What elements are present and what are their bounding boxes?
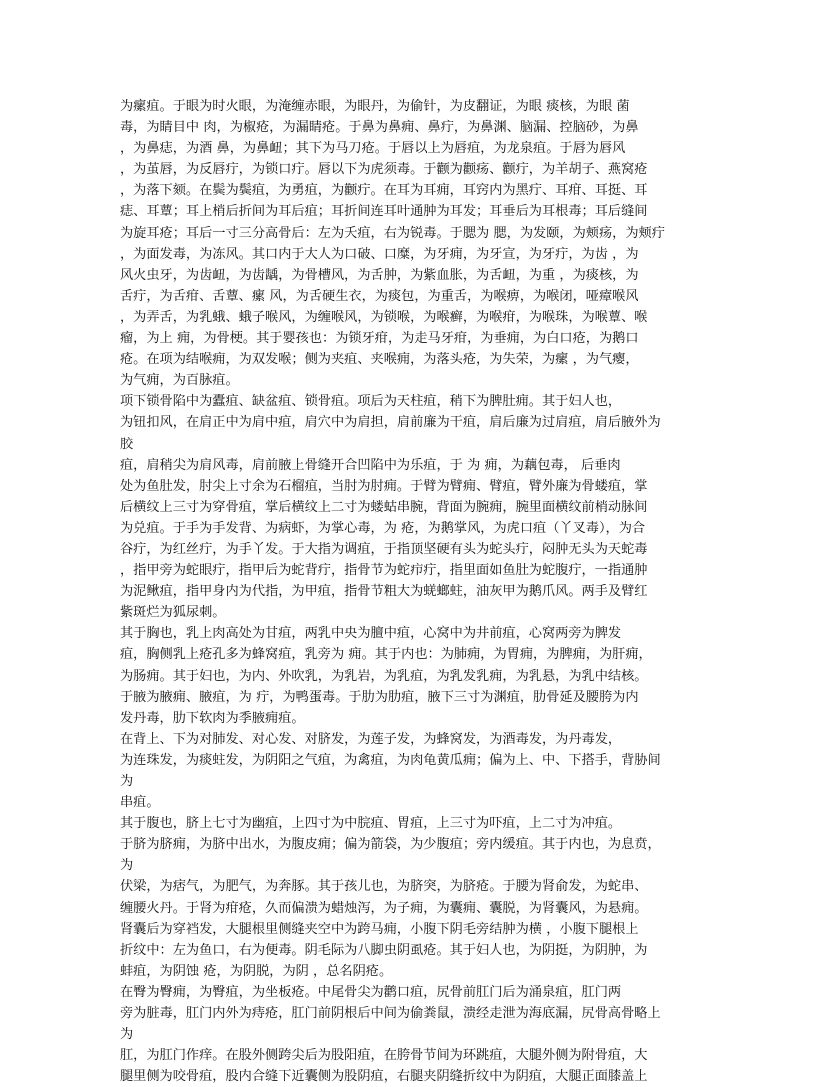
text-line: 痣、耳蕈；耳上梢后折间为耳后疽；耳折间连耳叶通肿为耳发；耳垂后为耳根毒；耳后缝间 (120, 204, 648, 220)
text-line: 发丹毒，肋下软肉为季腋痈疽。 (120, 710, 305, 726)
text-line: 处为鱼肚发，肘尖上寸余为石榴疽，当肘为肘痈。于臂为臂痈、臂疽，臂外廉为骨蝼疽，掌 (120, 478, 648, 494)
text-line: 串疽。 (120, 795, 160, 811)
text-line: 伏梁，为痞气，为肥气，为奔豚。其于孩儿也，为脐突，为脐疮。于腰为肾俞发，为蛇串、 (120, 879, 648, 895)
text-line: 在背上、下为对肺发、对心发、对脐发，为莲子发，为蜂窝发，为酒毒发，为丹毒发， (120, 731, 622, 747)
text-line: 紫斑烂为狐尿刺。 (120, 605, 226, 621)
text-line: 为气痈，为百脉疽。 (120, 373, 239, 389)
text-line: 疮。在项为结喉痈，为双发喉；侧为夹疽、夹喉痈，为落头疮，为失荣，为瘰 ，为气瘿， (120, 352, 639, 368)
text-line: 为 (120, 1027, 134, 1043)
text-line: 为肠痈。其于妇也，为内、外吹乳，为乳岩，为乳疽，为乳发乳痈，为乳悬，为乳中结核。 (120, 668, 648, 684)
text-line: ，为落下颏。在鬓为鬓疽，为勇疽，为颧疔。在耳为耳痈，耳窍内为黑疔、耳疳、耳挺、耳 (120, 183, 648, 199)
text-line: 疽，胸侧乳上疮孔多为蜂窝疽，乳旁为 痈。其于内也：为肺痈，为胃痈，为脾痈，为肝痈， (120, 647, 652, 663)
text-line: 为兑疽。于手为手发背、为病虾，为掌心毒，为 疮，为鹅掌风，为虎口疽（丫叉毒），为合 (120, 520, 646, 536)
text-line: 在臀为臀痈，为臀疽，为坐板疮。中尾骨尖为鹳口疽，尻骨前肛门后为涌泉疽，肛门两 (120, 984, 622, 1000)
text-line: 舌疔，为舌疳、舌蕈、瘰 风，为舌硬生衣，为痰包，为重舌，为喉痹，为喉闭，哑瘴喉风 (120, 288, 639, 304)
text-line: 毒，为睛目中 肉，为椒疮，为漏睛疮。于鼻为鼻痈、鼻疔，为鼻渊、脑漏、控脑砂，为鼻 (120, 120, 639, 136)
text-line: ，为茧唇，为反唇疔，为锁口疔。唇以下为虎须毒。于颧为颧疡、颧疔，为羊胡子、燕窝疮 (120, 162, 648, 178)
text-line: 为瘰疽。于眼为时火眼，为淹缠赤眼，为眼丹，为偷针，为皮翻证，为眼 痰核，为眼 菌 (120, 99, 630, 114)
text-line: 后横纹上三寸为穿骨疽，掌后横纹上二寸为蝼蛄串腕，背面为腕痈，腕里面横纹前梢动脉间 (120, 499, 648, 515)
text-line: 为 (120, 774, 134, 789)
document-page (120, 96, 700, 1087)
text-line: 风火虫牙，为齿衄，为齿龋，为骨槽风，为舌肿，为紫血胀，为舌衄，为重 ，为痰核，为 (120, 267, 639, 283)
text-line: 肛，为肛门作痒。在股外侧跨尖后为股阳疽，在胯骨节间为环跳疽，大腿外侧为附骨疽，大 (120, 1048, 648, 1064)
text-line: 缠腰火丹。于肾为疳疮，久而偏溃为蜡烛泻，为子痈，为囊痈、囊脱，为肾囊风，为悬痈。 (120, 900, 648, 916)
text-line: 于脐为脐痈，为脐中出水，为腹皮痈；偏为箭袋，为少腹疽；旁内缓疽。其于内也，为息贲， (120, 837, 661, 853)
text-line: ，为弄舌，为乳蛾、蛾子喉风，为缠喉风，为锁喉，为喉癣，为喉疳，为喉珠，为喉蕈、喉 (120, 309, 648, 325)
text-line: 其于腹也，脐上七寸为幽疽，上四寸为中脘疽、胃疽，上三寸为吓疽，上二寸为冲疽。 (120, 816, 622, 832)
text-line: 于腋为腋痈、腋疽，为 疔，为鸭蛋毒。于肋为肋疽，腋下三寸为渊疽，肋骨延及腰胯为内 (120, 689, 639, 705)
text-line: ，指甲旁为蛇眼疔，指甲后为蛇背疔，指骨节为蛇疖疔，指里面如鱼肚为蛇腹疔，一指通肿 (120, 563, 648, 579)
text-line: 为旋耳疮；耳后一寸三分高骨后：左为夭疽，右为锐毒。于腮为 腮，为发颐，为颊疡，为颊疔 (120, 225, 665, 241)
text-line: 谷疔，为红丝疔，为手丫发。于大指为调疽，于指顶坚硬有头为蛇头疔，闷肿无头为天蛇毒 (120, 541, 648, 557)
text-line: 项下锁骨陷中为蠹疽、缺盆疽、锁骨疽。项后为天柱疽，稍下为脾肚痈。其于妇人也， (120, 394, 622, 410)
text-line: 为泥鳅疽，指甲身内为代指，为甲疽，指骨节粗大为蜣螂蛀，油灰甲为鹅爪风。两手及臂红 (120, 584, 648, 600)
text-line: 肾囊后为穿裆发，大腿根里侧缝夹空中为跨马痈，小腹下阴毛旁结肿为横 ，小腹下腿根上 (120, 921, 639, 937)
text-line: 旁为脏毒，肛门内外为痔疮，肛门前阴根后中间为偷粪鼠，溃经走泄为海底漏，尻骨高骨略上 (120, 1006, 661, 1022)
text-line: 蚌疽，为阴蚀 疮，为阴脱，为阴 ，总名阴疮。 (120, 963, 393, 979)
text-line: 为 (120, 858, 134, 874)
text-line: 为连珠发，为痰蛀发，为阴阳之气疽，为禽疽，为肉龟黄瓜痈；偏为上、中、下搭手，背胁间 (120, 752, 661, 768)
text-line: 胶 (120, 436, 134, 452)
text-line: 腿里侧为咬骨疽，股内合缝下近囊侧为股阴疽，右腿夹阴缝折纹中为阴疽，大腿正面膝盖上 (120, 1069, 648, 1085)
text-line: 疽，肩稍尖为肩风毒，肩前腋上骨缝开合凹陷中为乐疽，于 为 痈，为藕包毒， 后垂肉 (120, 457, 621, 473)
text-line: 折纹中：左为鱼口，右为便毒。阴毛际为八脚虫阴虱疮。其于妇人也，为阴挺，为阴肿，为 (120, 942, 648, 958)
text-line: 瘤，为上 痈，为骨梗。其于婴孩也：为锁牙疳，为走马牙疳，为垂痈，为白口疮，为鹅口 (120, 331, 639, 347)
text-line: 其于胸也，乳上肉高处为甘疽，两乳中央为膻中疽，心窝中为井前疽，心窝两旁为脾发 (120, 626, 622, 642)
text-line: 为钮扣风，在肩正中为肩中疽，肩穴中为肩担，肩前廉为干疽，肩后廉为过肩疽，肩后腋外为 (120, 415, 661, 431)
text-line: ，为鼻痣，为酒 鼻，为鼻衄；其下为马刀疮。于唇以上为唇疽，为龙泉疽。于唇为唇风 (120, 141, 626, 157)
text-line: ，为面发毒，为冻风。其口内于大人为口破、口糜，为牙痈，为牙宣，为牙疔，为齿 ，为 (120, 246, 639, 262)
